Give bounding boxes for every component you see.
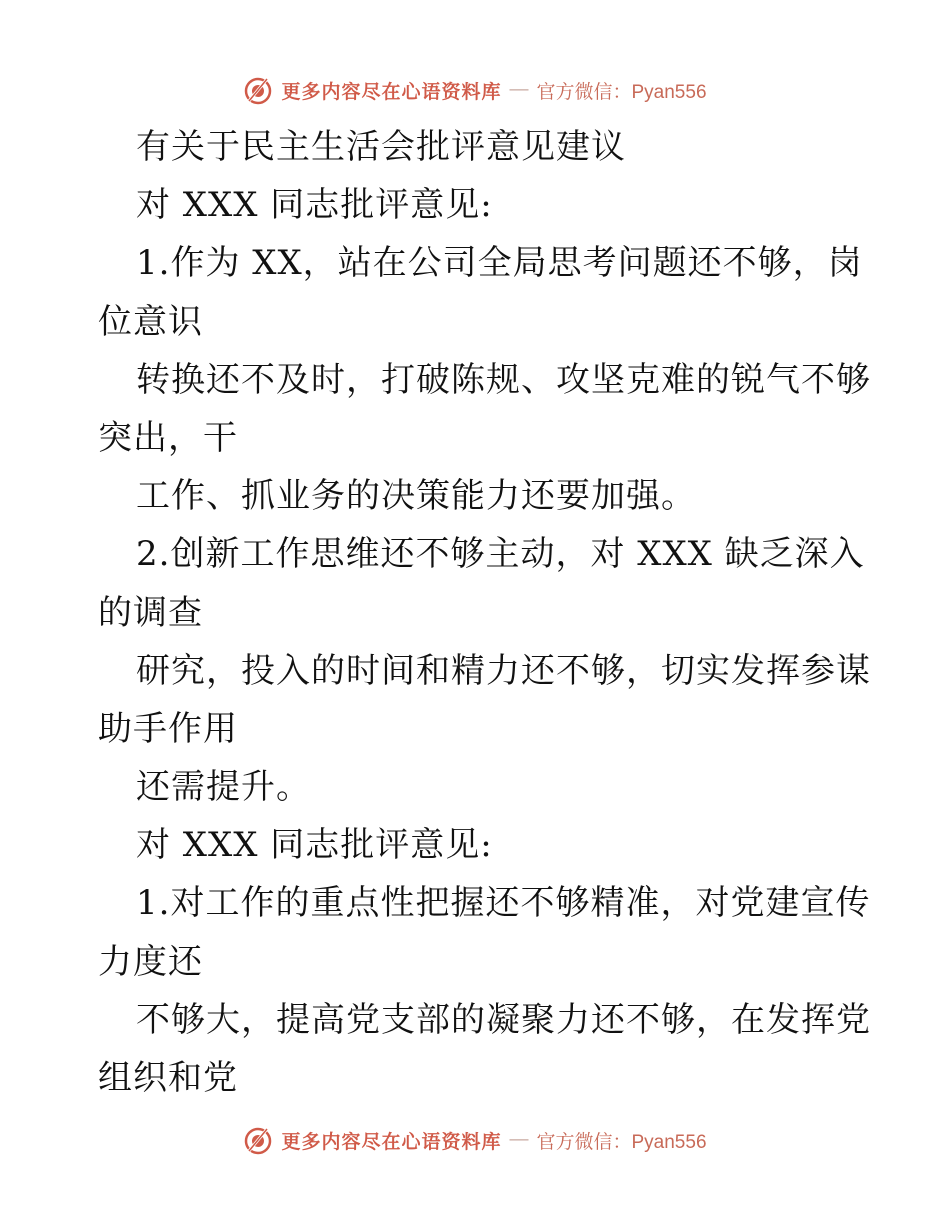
quill-logo-icon <box>243 1125 273 1155</box>
document-line: 组织和党 <box>98 1058 238 1098</box>
document-line: 力度还 <box>98 941 203 982</box>
document-line: 工作、抓业务的决策能力还要加强。 <box>136 476 696 517</box>
document-line: 助手作用 <box>98 708 238 749</box>
document-line: 研究，投入的时间和精力还不够，切实发挥参谋 <box>136 650 871 691</box>
header-watermark <box>0 70 950 110</box>
document-line: 突出，干 <box>98 417 238 458</box>
quill-logo-icon <box>243 75 273 105</box>
watermark-brand: 更多内容尽在心语资料库 <box>281 1131 502 1153</box>
document-line: 还需提升。 <box>136 767 311 808</box>
document-line: 对 XXX 同志批评意见: <box>136 185 493 226</box>
document-line: 位意识 <box>98 301 203 342</box>
document-line: 的调查 <box>98 592 203 633</box>
document-line: 1.作为 XX，站在公司全局思考问题还不够，岗 <box>136 243 863 284</box>
watermark-contact: 官方微信：Pyan556 <box>536 1131 707 1153</box>
document-line: 转换还不及时，打破陈规、攻坚克难的锐气不够 <box>136 359 871 400</box>
document-line: 2.创新工作思维还不够主动，对 XXX 缺乏深入 <box>136 534 865 575</box>
watermark-contact: 官方微信：Pyan556 <box>536 81 707 103</box>
document-body <box>98 118 871 1107</box>
document-line: 对 XXX 同志批评意见: <box>136 825 493 866</box>
watermark-brand: 更多内容尽在心语资料库 <box>281 81 502 103</box>
watermark-separator: — <box>509 1129 529 1150</box>
document-line: 不够大，提高党支部的凝聚力还不够，在发挥党 <box>136 999 871 1040</box>
watermark-separator: — <box>509 79 529 100</box>
footer-watermark <box>0 1120 950 1160</box>
document-line: 1.对工作的重点性把握还不够精准，对党建宣传 <box>136 883 871 924</box>
document-line: 有关于民主生活会批评意见建议 <box>136 127 626 167</box>
